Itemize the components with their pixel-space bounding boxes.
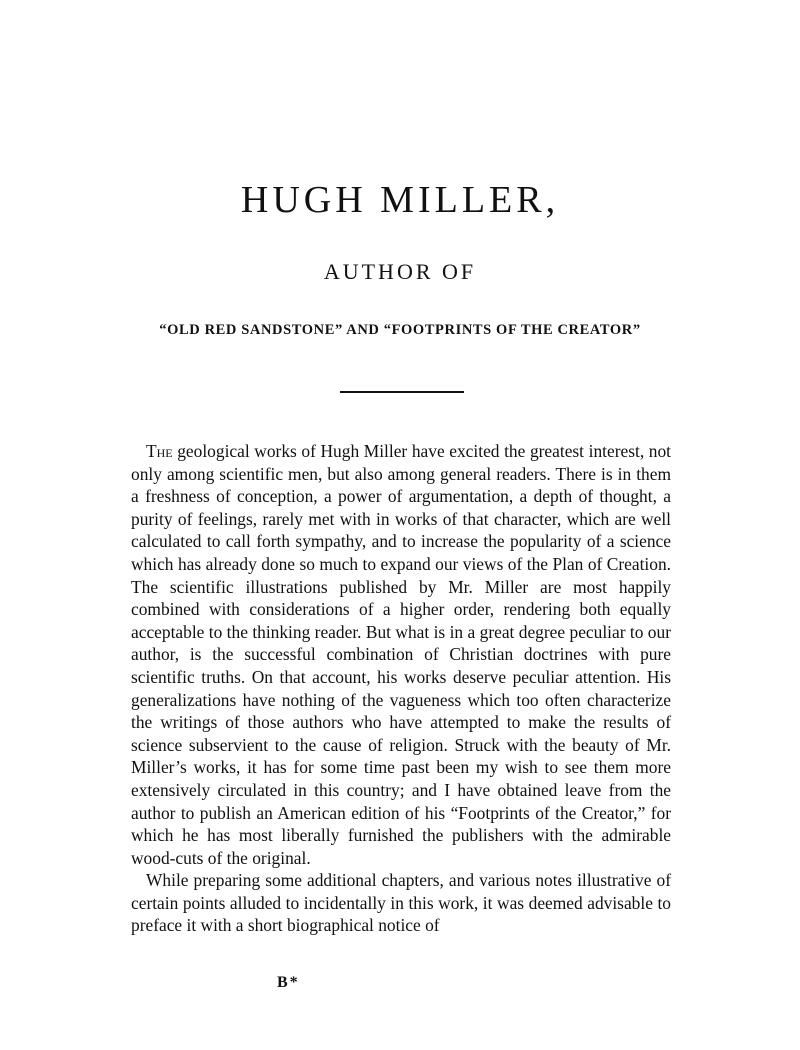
works-line: “OLD RED SANDSTONE” AND “FOOTPRINTS OF THE CREATOR” xyxy=(159,322,641,338)
signature-mark: B* xyxy=(277,974,300,991)
paragraph-1-text: geological works of Hugh Miller have excited the greatest interest, not only among scientific men, but also among general readers. There is in them a freshness of conception, a power of argumentation, a depth of thought, a purity of feelings, rarely met with in works of that character, which are well calculated to call forth sympathy, and to increase the popularity of a science which has already done so much to expand our views of the Plan of Creation. The scientific illustrations published by Mr. Miller are most happily combined with considerations of a higher order, rendering both equally acceptable to the thinking reader. But what is in a great degree peculiar to our author, is the successful combination of Christian doctrines with pure scientific truths. On that account, his works deserve peculiar attention. His generalizations have nothing of the vagueness which too often characterize the writings of those authors who have attempted to make the results of science subservient to the cause of religion. Struck with the beauty of Mr. Miller’s works, it has for some time past been my wish to see them more extensively circulated in this country; and I have obtained leave from the author to publish an American edition of his “Footprints of the Creator,” for which he has most liberally furnished the publishers with the admirable wood-cuts of the original. xyxy=(131,441,671,868)
divider-rule xyxy=(340,391,464,393)
page-subtitle: AUTHOR OF xyxy=(323,259,477,284)
paragraph-1 xyxy=(131,440,671,869)
page-title: HUGH MILLER, xyxy=(240,179,560,221)
paragraph-2: While preparing some additional chapters, and various notes illustrative of certain points alluded to incidentally in this work, it was deemed advisable to preface it with a short biographical notice of xyxy=(131,870,671,936)
body-text xyxy=(131,440,671,937)
paragraph-lead-word: The xyxy=(146,441,173,461)
